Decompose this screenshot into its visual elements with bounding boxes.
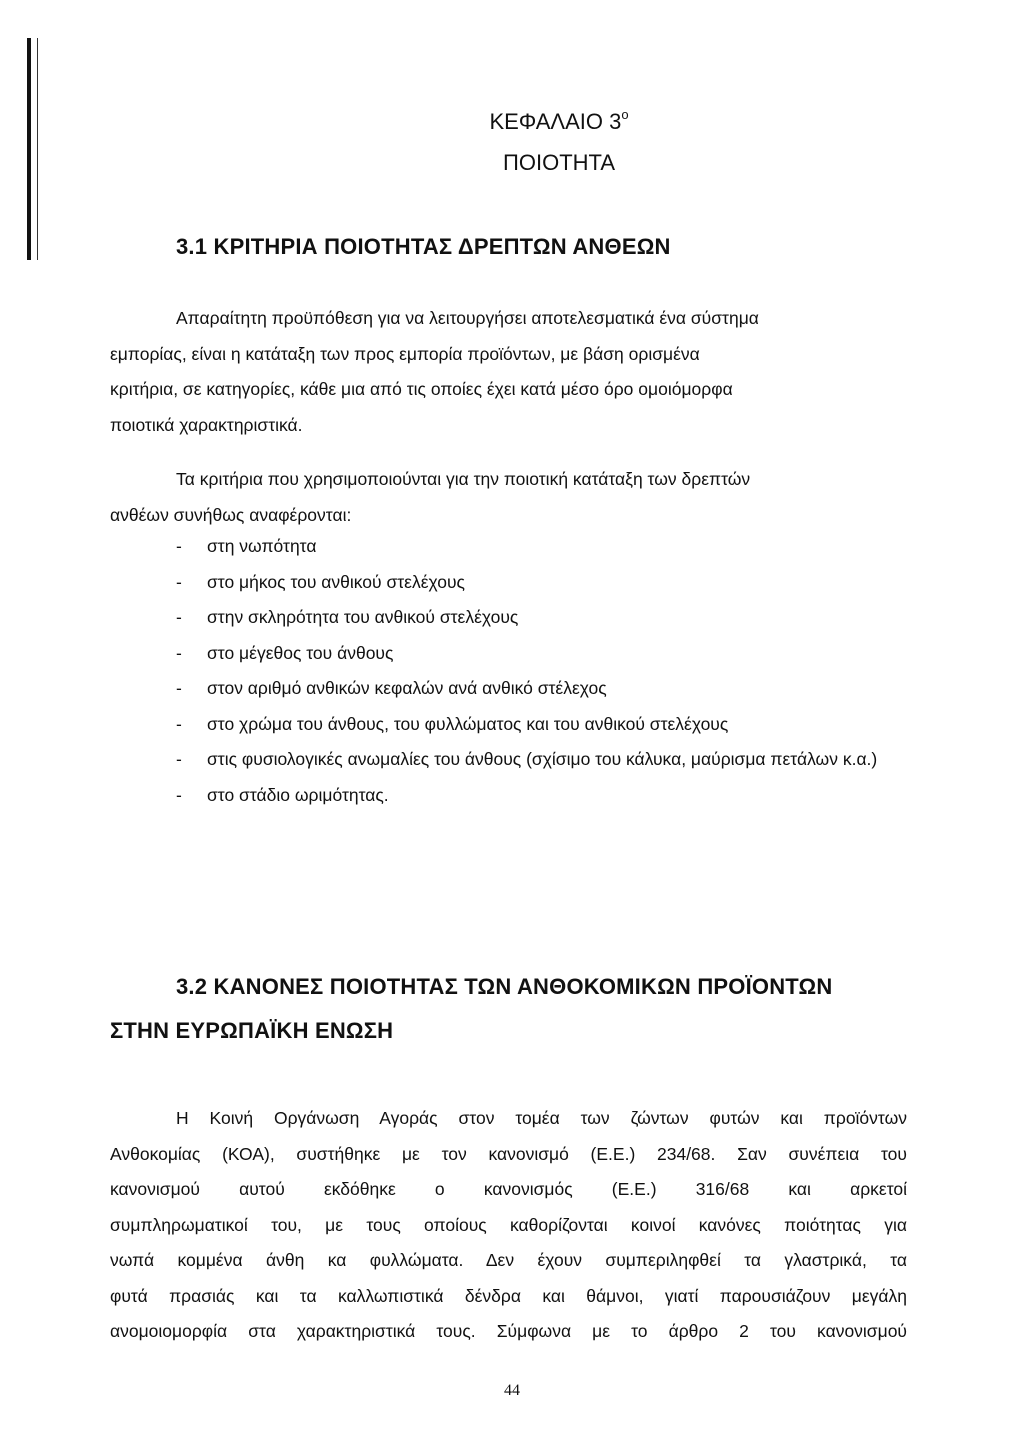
quality-criteria-list xyxy=(176,529,907,813)
paragraph-line: ανθέων συνήθως αναφέρονται: xyxy=(110,504,352,525)
section-1-paragraph-1 xyxy=(110,301,907,443)
list-dash: - xyxy=(176,678,182,698)
list-item: - στο μήκος του ανθικού στελέχους xyxy=(176,565,907,601)
scan-margin-line xyxy=(27,38,31,260)
scan-margin-line-thin xyxy=(37,38,38,260)
section-1-paragraph-2 xyxy=(110,462,907,533)
list-dash: - xyxy=(176,571,182,592)
list-item: - στο στάδιο ωριμότητας. xyxy=(176,778,907,814)
list-dash: - xyxy=(176,713,182,734)
list-dash: - xyxy=(176,536,182,556)
list-dash: - xyxy=(176,607,182,627)
paragraph-line: ποιοτικά χαρακτηριστικά. xyxy=(110,414,303,435)
chapter-label: ΚΕΦΑΛΑΙΟ $3^o$ xyxy=(489,107,629,134)
list-dash: - xyxy=(176,784,182,805)
paragraph-line: ανομοιομορφία στα χαρακτηριστικά τους. Σύμφωνα με το άρθρο 2 του κανονισμού xyxy=(110,1321,907,1341)
paragraph-line: Απαραίτητη προϋπόθεση για να λειτουργήσει αποτελεσματικά ένα σύστημα xyxy=(176,308,759,328)
paragraph-line: κριτήρια, σε κατηγορίες, κάθε μια από τις οποίες έχει κατά μέσο όρο ομοιόμορφα xyxy=(110,379,733,399)
list-item: - στο χρώμα του άνθους, του φυλλώματος και του ανθικού στελέχους xyxy=(176,707,907,743)
paragraph-line: εμπορίας, είναι η κατάταξη των προς εμπορία προϊόντων, με βάση ορισμένα xyxy=(110,343,700,364)
list-item: - στην σκληρότητα του ανθικού στελέχους xyxy=(176,600,907,636)
section-1-title: 3.1 ΚΡΙΤΗΡΙΑ ΠΟΙΟΤΗΤΑΣ ΔΡΕΠΤΩΝ ΑΝΘΕΩΝ xyxy=(176,234,671,259)
paragraph-line: νωπά κομμένα άνθη κα φυλλώματα. Δεν έχουν συμπεριληφθεί τα γλαστρικά, τα xyxy=(110,1250,907,1270)
list-dash: - xyxy=(176,749,182,769)
paragraph-line: Η Κοινή Οργάνωση Αγοράς στον τομέα των ζώντων φυτών και προϊόντων xyxy=(176,1108,907,1128)
list-dash: - xyxy=(176,642,182,663)
chapter-title: ΠΟΙΟΤΗΤΑ xyxy=(502,150,616,175)
section-2-paragraph xyxy=(110,1101,907,1350)
paragraph-line: Ανθοκομίας (ΚΟΑ), συστήθηκε με τον κανονισμό (Ε.Ε.) 234/68. Σαν συνέπεια του xyxy=(110,1143,907,1164)
list-item: - στον αριθμό ανθικών κεφαλών ανά ανθικό στέλεχος xyxy=(176,671,907,707)
list-item: - στις φυσιολογικές ανωμαλίες του άνθους (σχίσιμο του κάλυκα, μαύρισμα πετάλων κ.α.) xyxy=(176,742,907,778)
paragraph-line: φυτά πρασιάς και τα καλλωπιστικά δένδρα και θάμνοι, γιατί παρουσιάζουν μεγάλη xyxy=(110,1285,907,1306)
paragraph-line: κανονισμού αυτού εκδόθηκε ο κανονισμός (Ε.Ε.) 316/68 και αρκετοί xyxy=(110,1179,907,1199)
list-item: - στο μέγεθος του άνθους xyxy=(176,636,907,672)
page-number: 44 xyxy=(504,1382,520,1399)
section-2-title-line-1: 3.2 ΚΑΝΟΝΕΣ ΠΟΙΟΤΗΤΑΣ ΤΩΝ ΑΝΘΟΚΟΜΙΚΩΝ ΠΡΟΪΟΝΤΩΝ xyxy=(176,974,833,999)
paragraph-line: Τα κριτήρια που χρησιμοποιούνται για την ποιοτική κατάταξη των δρεπτών xyxy=(176,469,751,489)
list-item: - στη νωπότητα xyxy=(176,529,907,565)
paragraph-line: συμπληρωματικοί του, με τους οποίους καθορίζονται κοινοί κανόνες ποιότητας για xyxy=(110,1214,907,1235)
section-2-title-line-2: ΣΤΗΝ ΕΥΡΩΠΑΪΚΗ ΕΝΩΣΗ xyxy=(110,1018,394,1043)
